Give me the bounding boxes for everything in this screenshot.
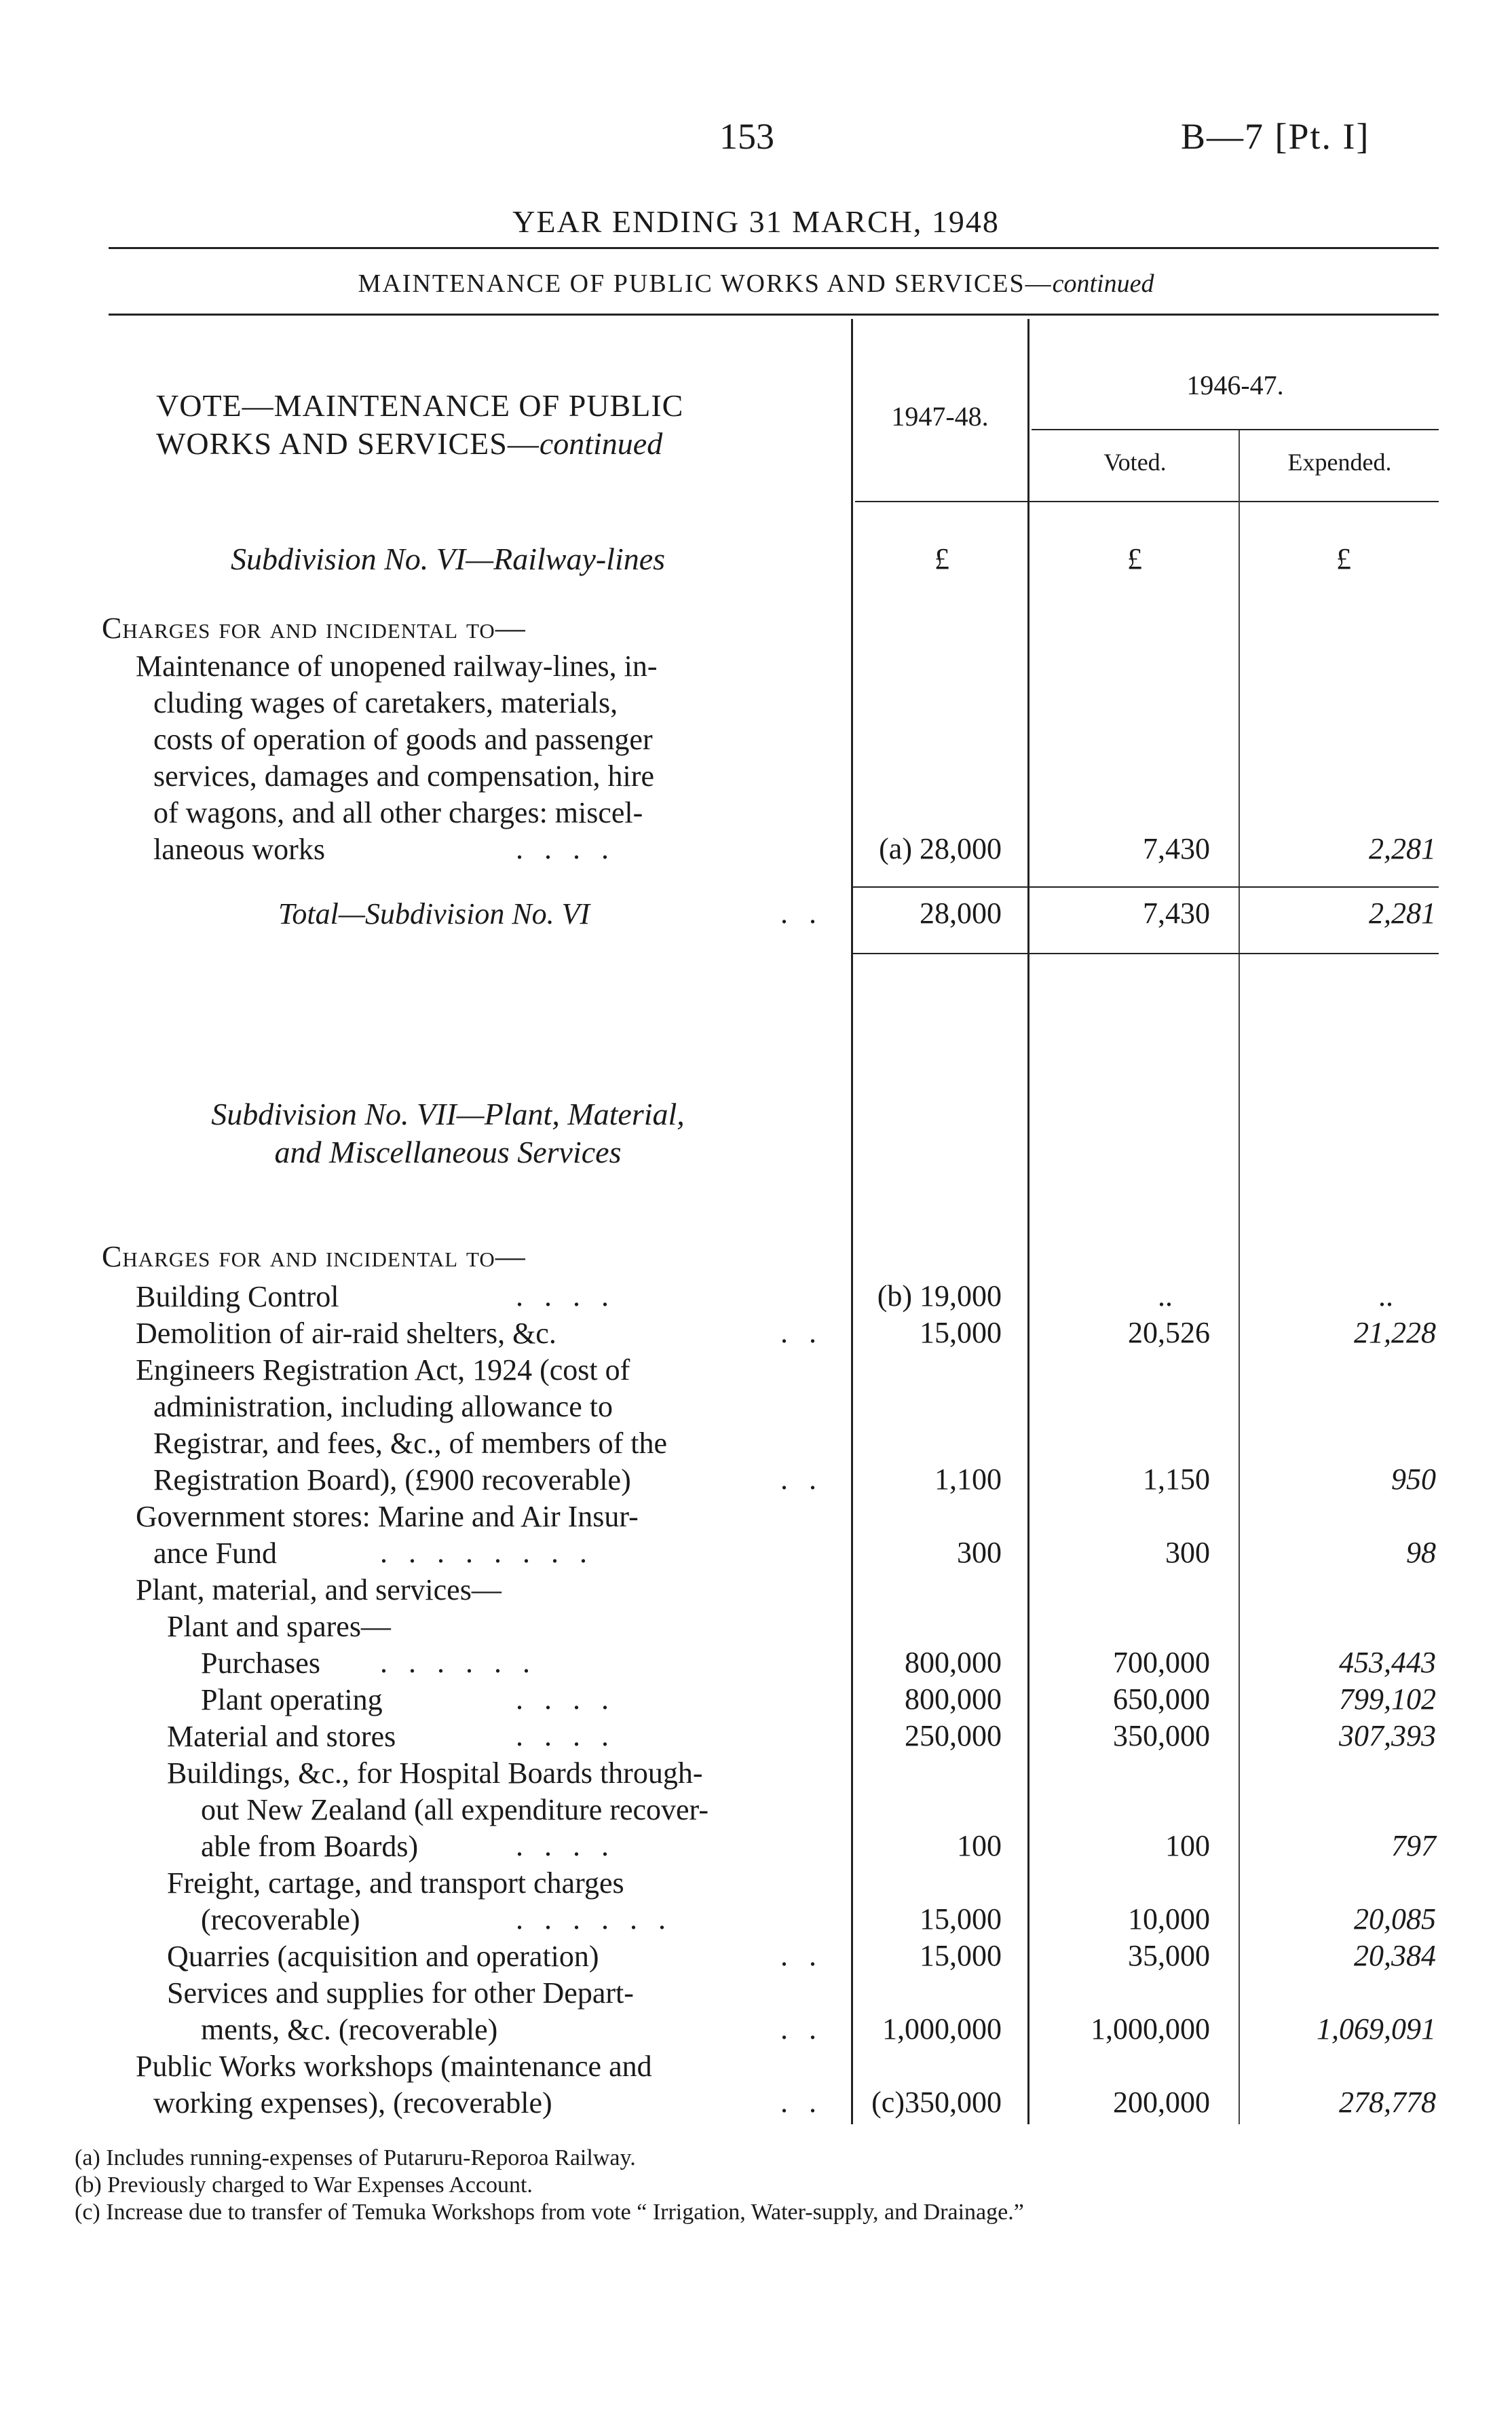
leader-dots: . . [780,1316,823,1349]
railway-maintenance-line: Maintenance of unopened railway-lines, in- [136,649,658,683]
quarries-1947: 15,000 [920,1939,1002,1972]
leader-dots: . . . . [516,832,616,865]
material-stores-expended: 307,393 [1339,1719,1436,1752]
freight-expended: 20,085 [1354,1902,1436,1936]
subdivision-6-total-expended: 2,281 [1369,897,1436,930]
vote-heading-line2 [156,425,814,463]
material-stores-1947: 250,000 [905,1719,1002,1752]
leader-dots: . . . . [516,1829,616,1862]
material-stores-voted: 350,000 [1113,1719,1210,1752]
subdivision-6-title: Subdivision No. VI—Railway-lines [230,542,666,576]
hospital-boards-line: able from Boards) [201,1830,419,1863]
services-supplies-1947: 1,000,000 [882,2012,1002,2046]
purchases-voted: 700,000 [1113,1646,1210,1679]
leader-dots: . . . . [516,1719,616,1752]
column-rule-right [1239,430,1240,2124]
building-control-label: Building Control [136,1280,339,1313]
pound-symbol-expended: £ [1336,542,1351,576]
vote-heading-line2-text: WORKS AND SERVICES— [156,426,540,461]
building-control-voted: .. [1158,1279,1173,1313]
purchases-1947: 800,000 [905,1646,1002,1679]
plant-operating-label: Plant operating [201,1683,383,1716]
quarries-voted: 35,000 [1128,1939,1210,1972]
rule-total-top [852,886,1439,888]
government-stores-line: Government stores: Marine and Air Insur- [136,1500,639,1533]
government-stores-line: ance Fund [153,1537,278,1570]
vote-heading [109,387,814,463]
subdivision-7-title-line1: Subdivision No. VII—Plant, Material, [211,1097,685,1131]
workshops-line: working expenses), (recoverable) [153,2086,552,2120]
pound-symbol-1947: £ [934,542,949,576]
freight-line: Freight, cartage, and transport charges [167,1866,624,1900]
column-header-expended: Expended. [1287,449,1392,476]
page-number: 153 [719,116,774,157]
railway-maintenance-line: costs of operation of goods and passenger [153,723,653,756]
document-reference: B—7 [Pt. I] [1181,116,1370,157]
column-rule-mid [1027,319,1029,2124]
subdivision-6-total-label: Total—Subdivision No. VI [278,897,590,930]
plant-spares-heading: Plant and spares— [167,1610,391,1643]
subdivision-7-title [109,1095,787,1171]
services-supplies-voted: 1,000,000 [1091,2012,1210,2046]
plant-operating-1947: 800,000 [905,1682,1002,1716]
pound-symbol-voted: £ [1127,542,1142,576]
hospital-boards-line: Buildings, &c., for Hospital Boards through- [167,1756,703,1790]
rule-total-bottom [852,953,1439,954]
workshops-1947: (c)350,000 [871,2086,1002,2119]
workshops-expended: 278,778 [1339,2086,1436,2119]
services-supplies-line: ments, &c. (recoverable) [201,2013,498,2046]
rule-section [109,314,1439,316]
demolition-voted: 20,526 [1128,1316,1210,1349]
government-stores-expended: 98 [1406,1536,1436,1569]
leader-dots: . . . . [516,1682,616,1716]
services-supplies-line: Services and supplies for other Depart- [167,1976,634,2010]
workshops-line: Public Works workshops (maintenance and [136,2050,652,2083]
building-control-1947: (b) 19,000 [877,1279,1002,1313]
vote-heading-suffix: continued [539,426,663,461]
year-title: YEAR ENDING 31 MARCH, 1948 [512,204,1000,239]
freight-1947: 15,000 [920,1902,1002,1936]
quarries-expended: 20,384 [1354,1939,1436,1972]
hospital-boards-voted: 100 [1165,1829,1210,1862]
leader-dots: . . . . . . . . [380,1536,594,1569]
plant-operating-expended: 799,102 [1339,1682,1436,1716]
leader-dots: . . . . [516,1279,616,1313]
hospital-boards-1947: 100 [957,1829,1002,1862]
material-stores-label: Material and stores [167,1720,396,1753]
demolition-expended: 21,228 [1354,1316,1436,1349]
railway-maintenance-voted: 7,430 [1143,832,1210,865]
government-stores-1947: 300 [957,1536,1002,1569]
column-header-voted: Voted. [1103,449,1167,476]
plant-operating-voted: 650,000 [1113,1682,1210,1716]
freight-voted: 10,000 [1128,1902,1210,1936]
rule-1946-under [1032,429,1439,430]
engineers-line: Engineers Registration Act, 1924 (cost of [136,1353,630,1387]
section-title [0,269,1512,299]
railway-maintenance-1947: (a) 28,000 [879,832,1002,865]
subdivision-7-charges-heading: Charges for and incidental to— [102,1240,526,1273]
freight-line: (recoverable) [201,1903,360,1936]
railway-maintenance-line: services, damages and compensation, hire [153,759,654,793]
leader-dots: . . [780,1463,823,1496]
hospital-boards-expended: 797 [1391,1829,1436,1862]
railway-maintenance-line: laneous works [153,833,325,866]
vote-heading-line1: VOTE—MAINTENANCE OF PUBLIC [156,388,684,423]
leader-dots: . . [780,2012,823,2046]
subdivision-6-total-voted: 7,430 [1143,897,1210,930]
services-supplies-expended: 1,069,091 [1317,2012,1436,2046]
subdivision-6-total-1947: 28,000 [920,897,1002,930]
subdivision-6-charges-heading: Charges for and incidental to— [102,611,526,645]
leader-dots: . . . . . . [516,1902,673,1936]
footnote-c: (c) Increase due to transfer of Temuka Workshops from vote “ Irrigation, Water-supply, and Drainage.” [75,2200,1024,2225]
subdivision-7-title-line2: and Miscellaneous Services [274,1135,622,1169]
engineers-voted: 1,150 [1143,1463,1210,1496]
railway-maintenance-expended: 2,281 [1369,832,1436,865]
section-title-suffix: continued [1052,269,1154,298]
engineers-expended: 950 [1391,1463,1436,1496]
engineers-line: Registrar, and fees, &c., of members of the [153,1427,667,1460]
railway-maintenance-line: of wagons, and all other charges: miscel- [153,796,643,829]
railway-maintenance-line: cluding wages of caretakers, materials, [153,686,618,719]
purchases-expended: 453,443 [1339,1646,1436,1679]
column-rule-left [851,319,853,2124]
workshops-voted: 200,000 [1113,2086,1210,2119]
engineers-line: Registration Board), (£900 recoverable) [153,1463,631,1496]
rule-head-bottom [855,501,1439,502]
plant-heading: Plant, material, and services— [136,1573,502,1606]
column-header-1946: 1946-47. [1186,370,1284,400]
engineers-line: administration, including allowance to [153,1390,613,1423]
engineers-1947: 1,100 [934,1463,1002,1496]
footnote-a: (a) Includes running-expenses of Putaruru-Reporoa Railway. [75,2145,636,2170]
hospital-boards-line: out New Zealand (all expenditure recover- [201,1793,708,1826]
leader-dots: . . [780,897,823,930]
section-title-main: MAINTENANCE OF PUBLIC WORKS AND SERVICES— [358,269,1053,298]
government-stores-voted: 300 [1165,1536,1210,1569]
leader-dots: . . [780,2086,823,2119]
leader-dots: . . [780,1939,823,1972]
column-header-1947: 1947-48. [891,401,989,432]
footnote-b: (b) Previously charged to War Expenses Account. [75,2172,533,2198]
demolition-1947: 15,000 [920,1316,1002,1349]
purchases-label: Purchases [201,1646,320,1680]
quarries-label: Quarries (acquisition and operation) [167,1940,599,1973]
building-control-expended: .. [1378,1279,1393,1313]
rule-top [109,247,1439,249]
leader-dots: . . . . . . [380,1646,537,1679]
demolition-label: Demolition of air-raid shelters, &c. [136,1317,556,1350]
